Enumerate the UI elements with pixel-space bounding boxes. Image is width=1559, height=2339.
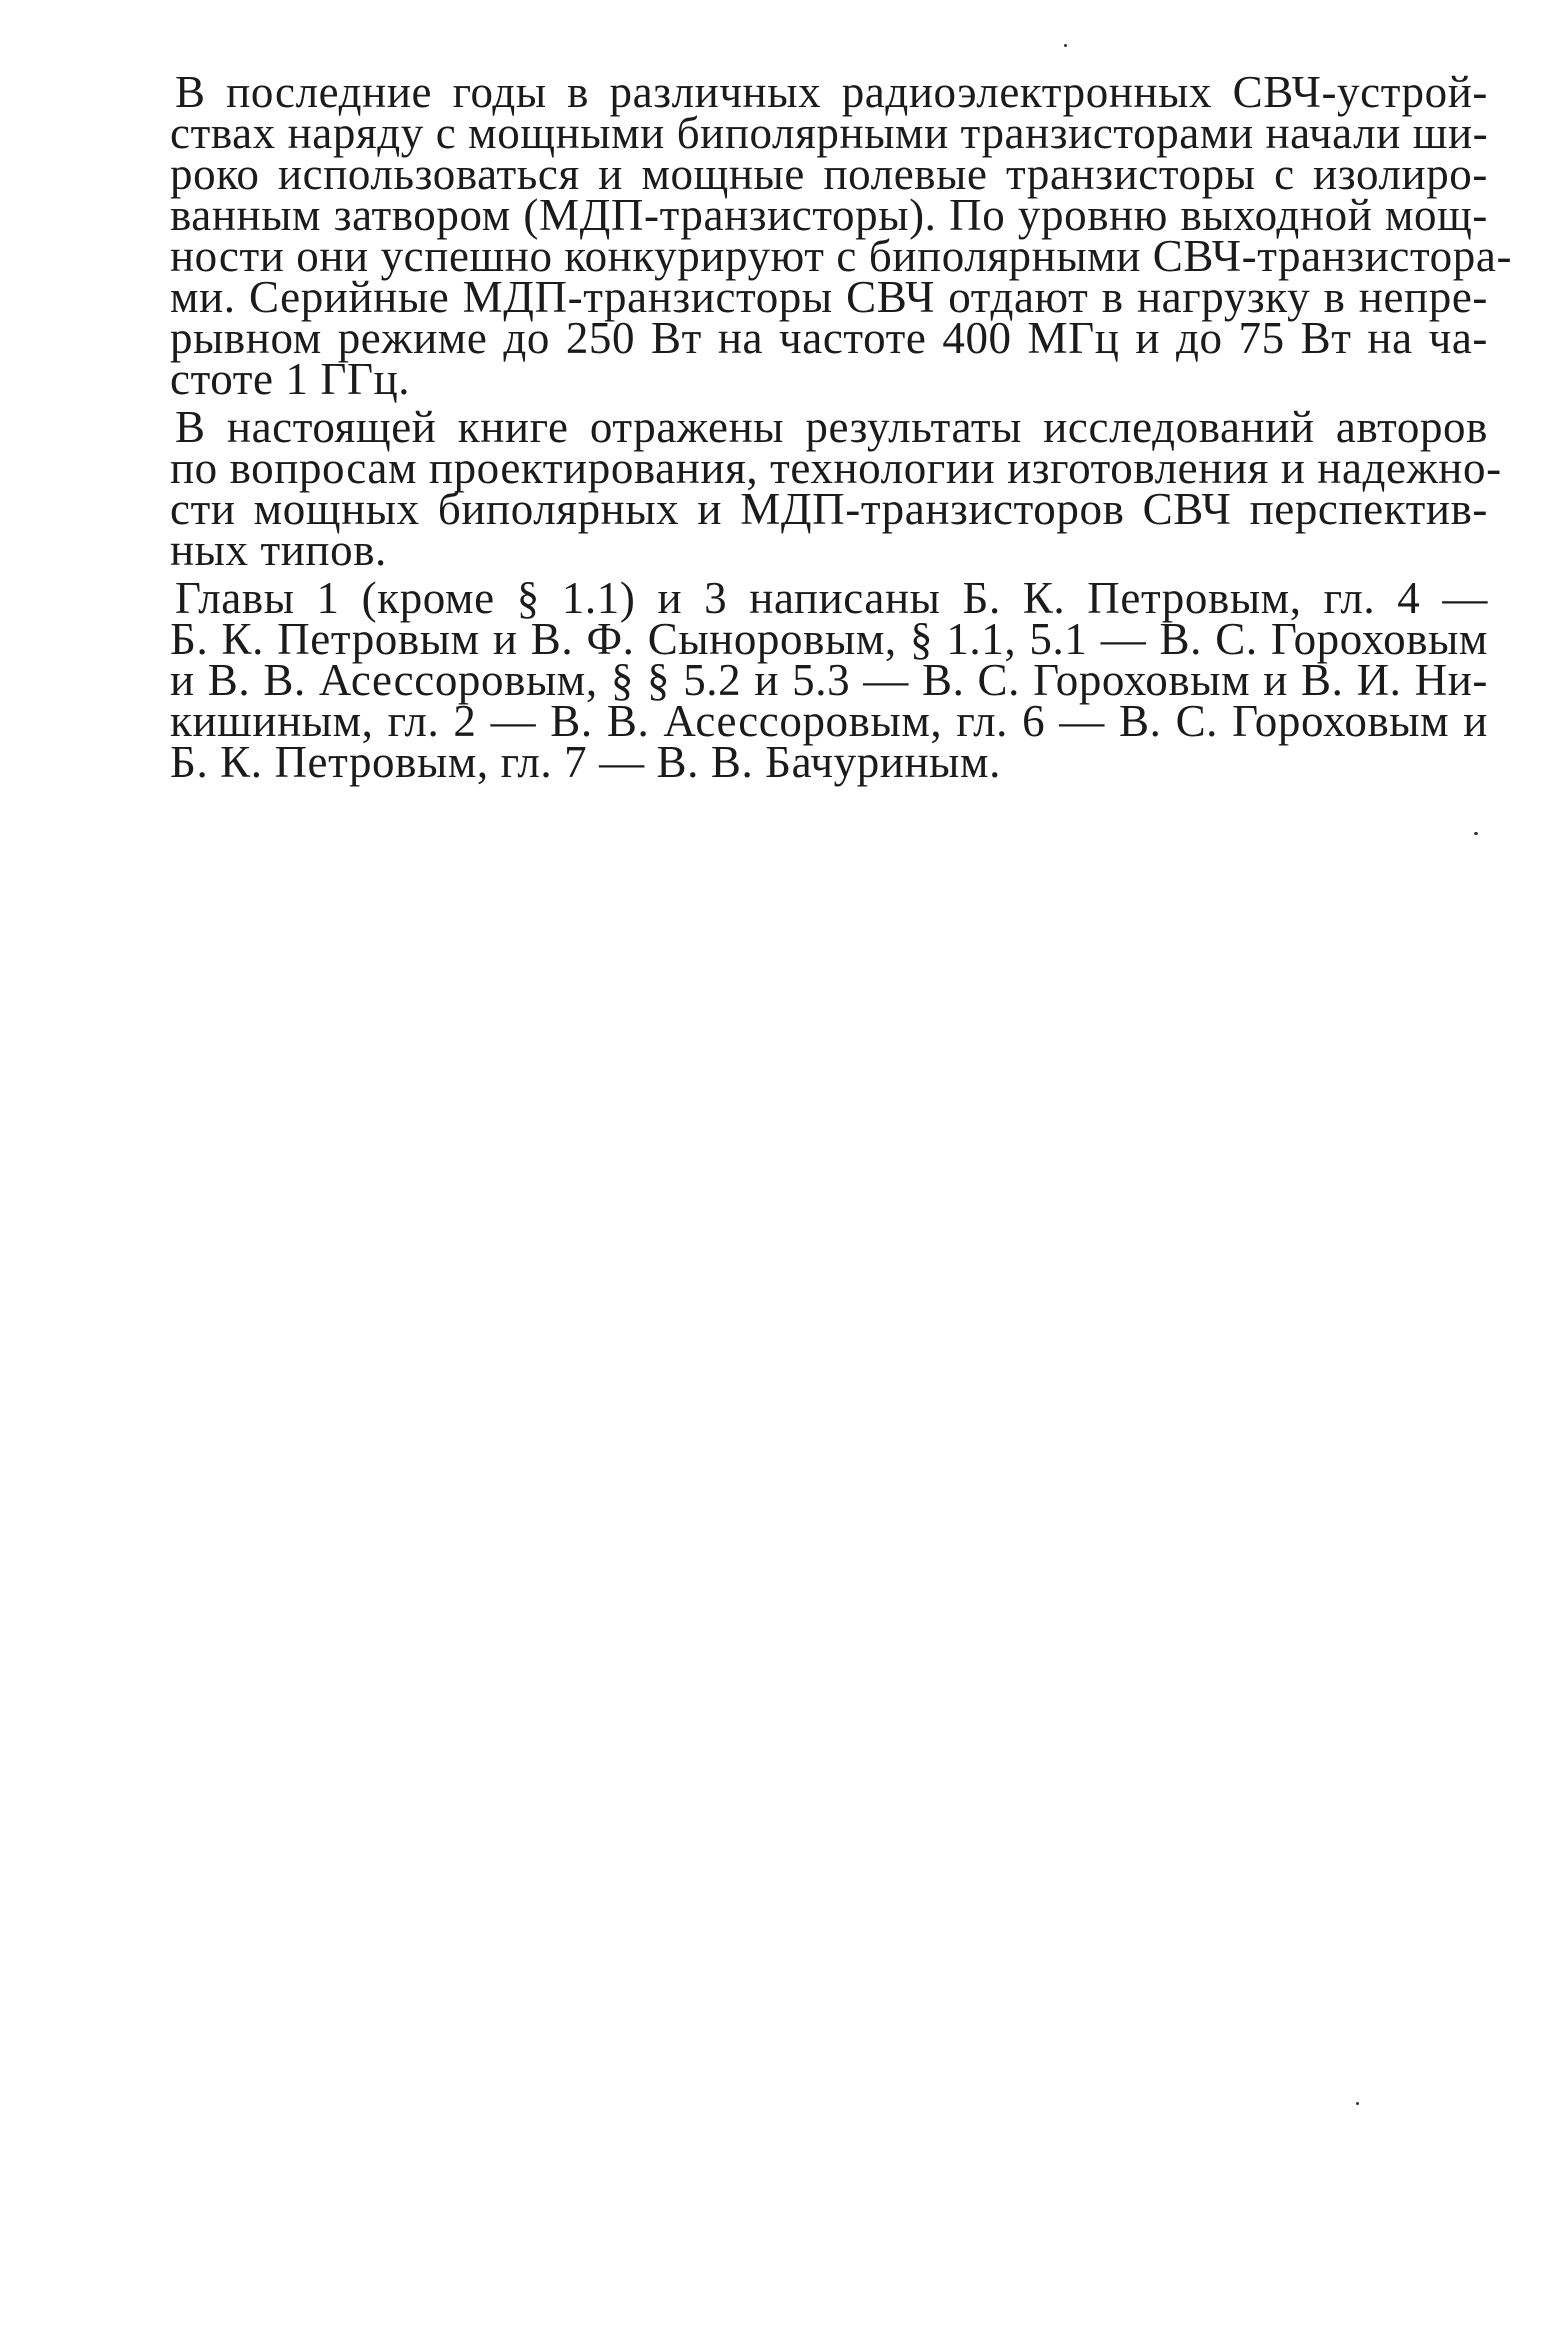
text-line: роко использоваться и мощные полевые транзисторы с изолиро-	[170, 149, 1488, 199]
text-line: и В. В. Асессоровым, § § 5.2 и 5.3 — В. С. Гороховым и В. И. Ни-	[170, 655, 1488, 705]
text-line: В последние годы в различных радиоэлектронных СВЧ-устрой-	[175, 67, 1488, 117]
scan-speck	[1356, 2102, 1359, 2105]
scan-speck	[1064, 44, 1067, 47]
text-line: ванным затвором (МДП-транзисторы). По уровню выходной мощ-	[170, 190, 1488, 240]
text-line: ности они успешно конкурируют с биполярными СВЧ-транзистора-	[170, 231, 1513, 281]
text-line: Б. К. Петровым, гл. 7 — В. В. Бачуриным.	[170, 737, 1001, 787]
text-line: ми. Серийные МДП-транзисторы СВЧ отдают в нагрузку в непре-	[170, 272, 1488, 322]
text-line: Б. К. Петровым и В. Ф. Сыноровым, § 1.1, 5.1 — В. С. Гороховым	[170, 614, 1488, 664]
body-text	[170, 67, 1513, 787]
text-line: кишиным, гл. 2 — В. В. Асессоровым, гл. 6 — В. С. Гороховым и	[170, 696, 1488, 746]
text-line: рывном режиме до 250 Вт на частоте 400 МГц и до 75 Вт на ча-	[170, 313, 1488, 363]
text-line: стоте 1 ГГц.	[170, 354, 411, 404]
text-line: В настоящей книге отражены результаты исследований авторов	[175, 402, 1488, 452]
scan-speck	[1474, 832, 1478, 835]
text-line: по вопросам проектирования, технологии изготовления и надежно-	[170, 443, 1502, 493]
paragraph-intro	[170, 67, 1513, 404]
text-line: сти мощных биполярных и МДП-транзисторов СВЧ перспектив-	[170, 484, 1488, 534]
text-line: Главы 1 (кроме § 1.1) и 3 написаны Б. К. Петровым, гл. 4 —	[175, 573, 1488, 623]
text-line: ных типов.	[170, 525, 387, 575]
paragraph-book-contents	[170, 402, 1502, 575]
text-line: ствах наряду с мощными биполярными транзисторами начали ши-	[170, 108, 1489, 158]
paragraph-authors	[170, 573, 1488, 787]
